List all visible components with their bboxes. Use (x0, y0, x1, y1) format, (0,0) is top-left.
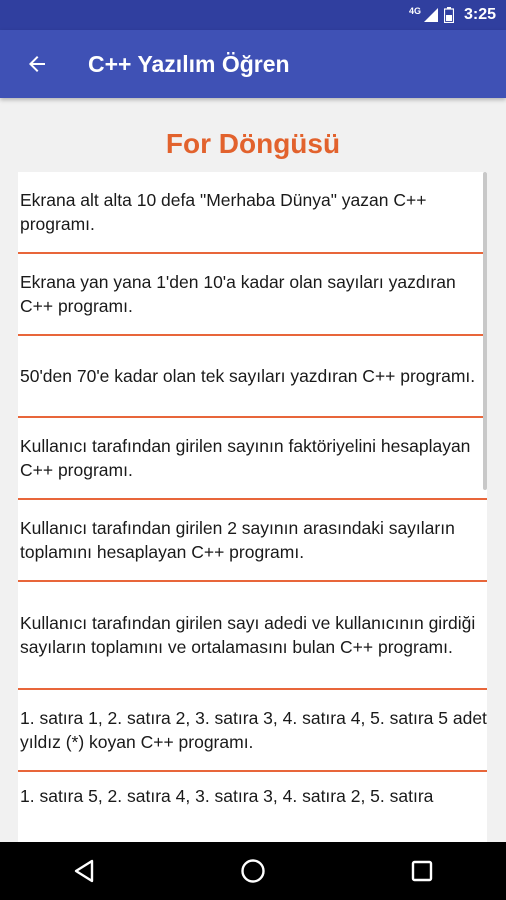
list-item[interactable] (18, 336, 487, 418)
list-item-label: Ekrana yan yana 1'den 10'a kadar olan sayıları yazdıran C++ programı. (20, 272, 456, 316)
signal-icon (424, 8, 438, 22)
list-item[interactable] (18, 772, 487, 842)
content-area (0, 98, 506, 842)
nav-recents-icon (411, 860, 433, 882)
page-title: For Döngüsü (165, 128, 341, 159)
status-bar (0, 0, 506, 30)
nav-back-icon (73, 859, 95, 883)
nav-back-button[interactable] (54, 842, 114, 900)
nav-recents-button[interactable] (392, 842, 452, 900)
list-item[interactable] (18, 254, 487, 336)
list-item[interactable] (18, 500, 487, 582)
list-item[interactable] (18, 172, 487, 254)
list-item-label: Kullanıcı tarafından girilen 2 sayının arasındaki sayıların toplamını hesaplayan C++ programı. (20, 518, 455, 562)
list-item-label: 1. satıra 5, 2. satıra 4, 3. satıra 3, 4. satıra 2, 5. satıra (20, 786, 434, 806)
back-button[interactable] (20, 47, 54, 81)
status-time: 3:25 (463, 6, 496, 23)
list-item-label: 1. satıra 1, 2. satıra 2, 3. satıra 3, 4. satıra 4, 5. satıra 5 adet yıldız (*) koyan C++ programı. (20, 708, 487, 752)
app-bar (0, 30, 506, 98)
list-item-label: Ekrana alt alta 10 defa "Merhaba Dünya" yazan C++ programı. (20, 190, 427, 234)
list-item-label: Kullanıcı tarafından girilen sayı adedi ve kullanıcının girdiği sayıların toplamını ve ortalamasını bulan C++ programı. (20, 613, 476, 657)
navigation-bar (0, 842, 506, 900)
arrow-left-icon (25, 52, 49, 76)
list-item-label: Kullanıcı tarafından girilen sayının faktöriyelini hesaplayan C++ programı. (20, 436, 471, 480)
list-item[interactable] (18, 418, 487, 500)
app-title: C++ Yazılım Öğren (88, 50, 290, 77)
battery-icon (444, 7, 454, 23)
nav-home-button[interactable] (223, 842, 283, 900)
nav-home-icon (240, 858, 266, 884)
list-item[interactable] (18, 690, 487, 772)
network-type: 4G (408, 6, 421, 16)
status-icons (409, 6, 496, 24)
list-item[interactable] (18, 582, 487, 690)
list-item-label: 50'den 70'e kadar olan tek sayıları yazdıran C++ programı. (20, 366, 476, 386)
program-list[interactable] (18, 172, 487, 842)
scrollbar[interactable] (483, 172, 487, 490)
